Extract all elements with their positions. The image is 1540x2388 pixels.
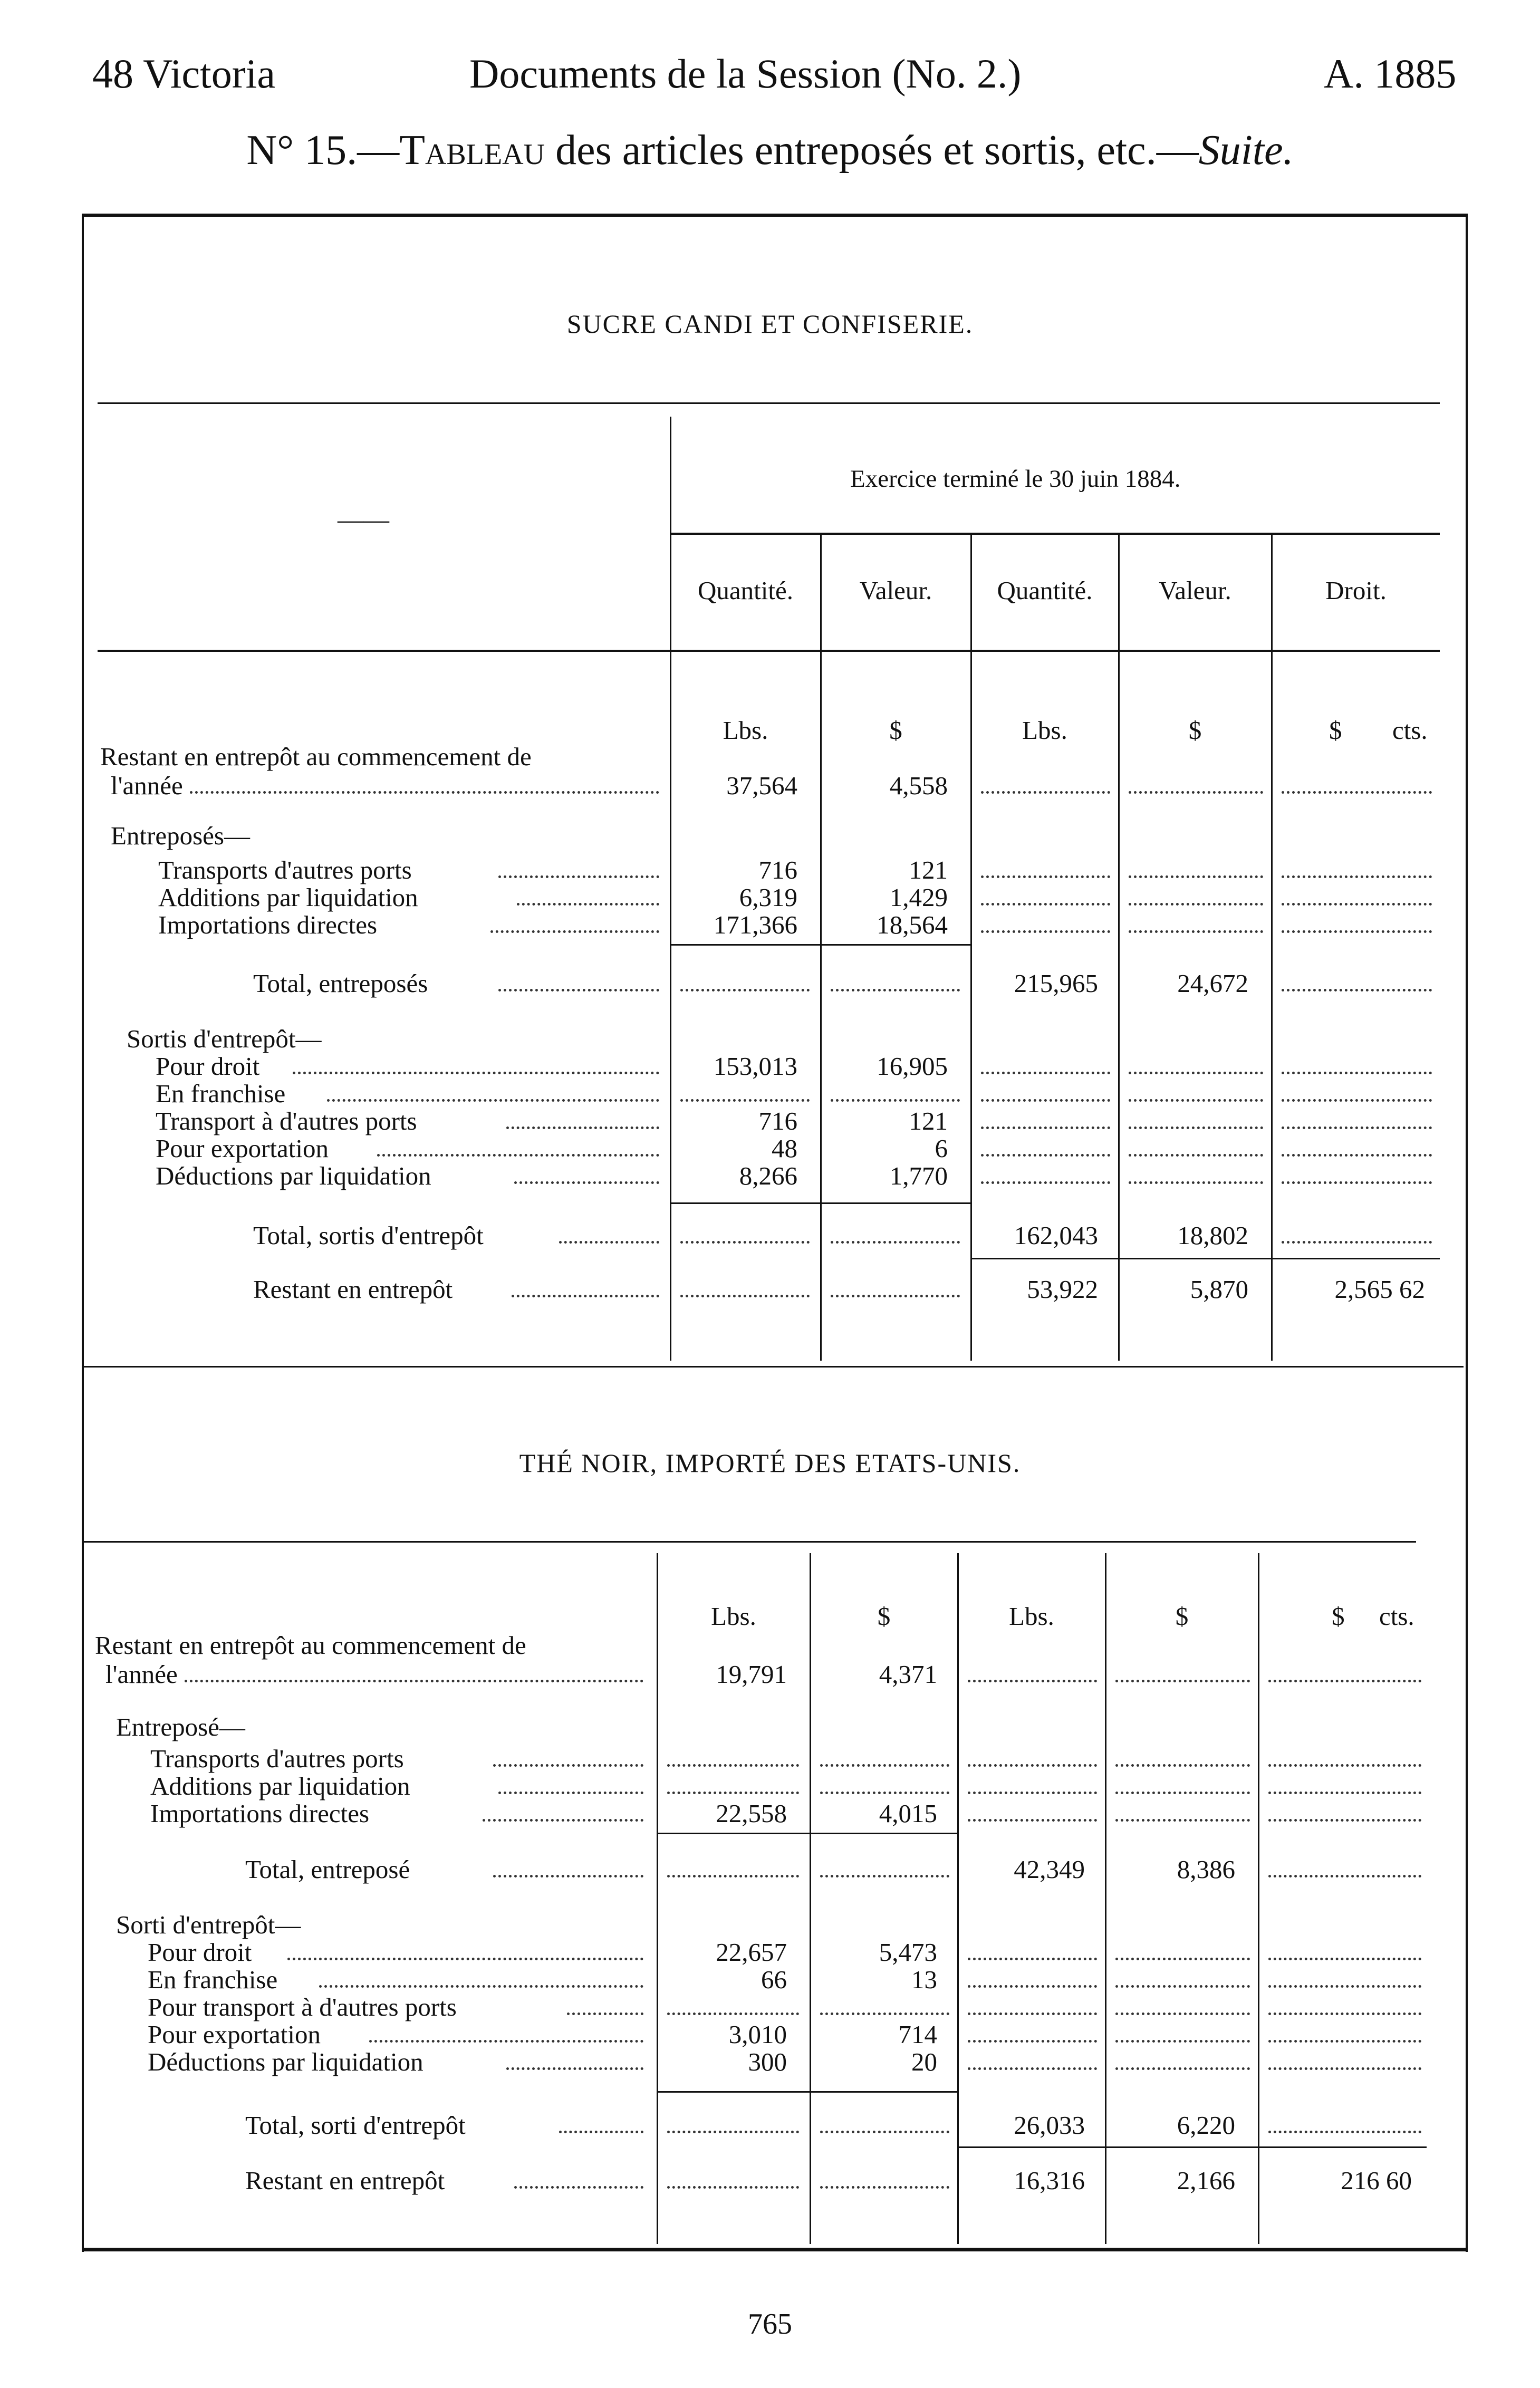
row-sorti-heading: Sorti d'entrepôt— — [116, 1910, 301, 1939]
leader-dots — [820, 1875, 949, 1877]
s1-total-entreposes-v: 24,672 — [1177, 969, 1248, 998]
leader-dots — [1129, 875, 1263, 878]
leader-dots — [1282, 989, 1432, 991]
leader-dots — [1129, 903, 1263, 906]
s1-total-sortis-q: 162,043 — [1014, 1221, 1098, 1250]
s1-exportation-q: 48 — [772, 1134, 797, 1163]
leader-dots — [1129, 1181, 1263, 1184]
leader-dots — [1268, 1875, 1421, 1877]
leader-dots — [1282, 1241, 1432, 1244]
row-restant-l1: Restant en entrepôt au commencement de — [100, 742, 532, 771]
s1-restant-fin-q: 53,922 — [1027, 1275, 1098, 1304]
header-left: 48 Victoria — [92, 51, 275, 97]
s2-restant-fin-q: 16,316 — [1014, 2166, 1085, 2195]
exercice-rule — [671, 533, 1440, 535]
leader-dots — [968, 1958, 1097, 1960]
row-importations: Importations directes — [158, 910, 378, 939]
leader-dots — [190, 791, 659, 794]
leader-dots — [820, 1792, 949, 1794]
subtotal-rule — [958, 2146, 1105, 2148]
row-sortis-heading: Sortis d'entrepôt— — [127, 1024, 322, 1053]
row-restant-fin: Restant en entrepôt — [253, 1275, 453, 1304]
leader-dots — [981, 791, 1110, 794]
leader-dots — [498, 875, 659, 878]
leader-dots — [831, 989, 960, 991]
s1-restant-fin-droit: 2,565 62 — [1334, 1275, 1425, 1304]
unit-dollar-3: $ — [1329, 716, 1342, 745]
subtotal-rule — [811, 1833, 957, 1834]
col-header-droit: Droit. — [1325, 576, 1387, 605]
leader-dots — [498, 1792, 643, 1794]
s2-deductions-q: 300 — [748, 2047, 787, 2076]
unit-cts: cts. — [1392, 716, 1428, 745]
unit-lbs-2: Lbs. — [1022, 716, 1067, 745]
s1-pour-droit-q: 153,013 — [713, 1052, 797, 1081]
subtotal-rule — [658, 1833, 810, 1834]
s1-additions-v: 1,429 — [889, 883, 948, 912]
s2-deductions-v: 20 — [911, 2047, 937, 2076]
leader-dots — [1268, 2067, 1421, 2070]
leader-dots — [1282, 1154, 1432, 1157]
row-deductions: Déductions par liquidation — [148, 2047, 424, 2076]
s1-transports-v: 121 — [909, 855, 948, 884]
leader-dots — [1115, 1819, 1250, 1822]
leader-dots — [1115, 1792, 1250, 1794]
leader-dots — [968, 1819, 1097, 1822]
frame-top-rule — [82, 214, 1466, 217]
row-exportation: Pour exportation — [148, 2020, 321, 2049]
leader-dots — [1115, 1958, 1250, 1960]
leader-dots — [820, 1764, 949, 1767]
col-header-valeur-1: Valeur. — [859, 576, 932, 605]
stub-dash: —— — [338, 505, 389, 534]
row-restant-fin: Restant en entrepôt — [245, 2166, 445, 2195]
subtotal-rule — [671, 1202, 820, 1204]
s2-exportation-q: 3,010 — [728, 2020, 787, 2049]
subtotal-rule — [811, 2091, 957, 2093]
leader-dots — [1129, 1154, 1263, 1157]
table-title — [0, 127, 1540, 175]
leader-dots — [514, 2186, 643, 2189]
leader-dots — [1129, 930, 1263, 933]
leader-dots — [680, 1295, 810, 1297]
leader-dots — [981, 1154, 1110, 1157]
leader-dots — [1282, 930, 1432, 933]
s1-deductions-q: 8,266 — [739, 1161, 797, 1190]
s1-deductions-v: 1,770 — [889, 1161, 948, 1190]
leader-dots — [1282, 791, 1432, 794]
unit-lbs-1: Lbs. — [711, 1602, 756, 1631]
row-franchise: En franchise — [156, 1079, 286, 1108]
leader-dots — [319, 1985, 643, 1988]
leader-dots — [981, 1072, 1110, 1074]
leader-dots — [1268, 2013, 1421, 2015]
unit-dollar-1: $ — [877, 1602, 891, 1631]
unit-dollar-2: $ — [1188, 716, 1202, 745]
s2-pour-droit-q: 22,657 — [716, 1938, 787, 1967]
leader-dots — [493, 1764, 643, 1767]
leader-dots — [559, 2131, 643, 2133]
leader-dots — [831, 1099, 960, 1102]
leader-dots — [1268, 1958, 1421, 1960]
s2-restant-q: 19,791 — [716, 1660, 787, 1689]
s1-additions-q: 6,319 — [739, 883, 797, 912]
row-transports: Transports d'autres ports — [150, 1744, 404, 1773]
header-center: Documents de la Session (No. 2.) — [469, 51, 1022, 97]
leader-dots — [981, 875, 1110, 878]
leader-dots — [1268, 1764, 1421, 1767]
header-right: A. 1885 — [1324, 51, 1457, 97]
subtotal-rule — [1106, 2146, 1258, 2148]
leader-dots — [1282, 1072, 1432, 1074]
leader-dots — [327, 1099, 659, 1102]
subtotal-rule — [671, 944, 820, 946]
s2-franchise-v: 13 — [911, 1965, 937, 1994]
leader-dots — [1268, 2131, 1421, 2133]
leader-dots — [1282, 875, 1432, 878]
col-divider-3 — [957, 1553, 959, 2244]
row-transport-autres: Transport à d'autres ports — [156, 1106, 417, 1135]
row-deductions: Déductions par liquidation — [156, 1161, 431, 1190]
title-suite: Suite. — [1198, 127, 1294, 174]
s1-transport-autres-v: 121 — [909, 1106, 948, 1135]
row-restant-l1: Restant en entrepôt au commencement de — [95, 1631, 526, 1660]
s1-restant-v: 4,558 — [889, 771, 948, 800]
leader-dots — [1268, 2040, 1421, 2043]
s1-restant-fin-v: 5,870 — [1190, 1275, 1248, 1304]
subtotal-rule — [658, 2091, 810, 2093]
title-dash: — — [357, 127, 400, 174]
leader-dots — [1282, 903, 1432, 906]
title-text: des articles entreposés et sortis, etc.— — [545, 127, 1199, 174]
leader-dots — [1268, 1985, 1421, 1988]
leader-dots — [968, 1680, 1097, 1682]
leader-dots — [1268, 1680, 1421, 1682]
leader-dots — [514, 1181, 659, 1184]
col-divider-1 — [657, 1553, 658, 2244]
leader-dots — [1115, 2040, 1250, 2043]
row-restant-l2: l'année — [105, 1660, 178, 1689]
section1-title-rule — [98, 402, 1440, 404]
leader-dots — [968, 2040, 1097, 2043]
col-header-valeur-2: Valeur. — [1159, 576, 1231, 605]
leader-dots — [498, 989, 659, 991]
leader-dots — [1115, 2067, 1250, 2070]
leader-dots — [981, 1181, 1110, 1184]
row-importations: Importations directes — [150, 1799, 370, 1828]
s2-total-entrepose-v: 8,386 — [1177, 1855, 1235, 1884]
s2-restant-fin-droit: 216 60 — [1341, 2166, 1412, 2195]
unit-lbs-1: Lbs. — [723, 716, 768, 745]
header-bottom-rule — [98, 650, 1440, 652]
row-transports: Transports d'autres ports — [158, 855, 412, 884]
subtotal-rule — [1272, 1258, 1440, 1259]
leader-dots — [377, 1154, 659, 1157]
row-entrepose-heading: Entreposé— — [116, 1712, 245, 1741]
leader-dots — [1115, 1680, 1250, 1682]
leader-dots — [981, 1099, 1110, 1102]
s1-exportation-v: 6 — [935, 1134, 948, 1163]
title-tableau: Tableau — [399, 127, 545, 174]
leader-dots — [968, 1792, 1097, 1794]
s1-importations-q: 171,366 — [713, 910, 797, 939]
leader-dots — [820, 2013, 949, 2015]
leader-dots — [567, 2013, 643, 2015]
leader-dots — [968, 2067, 1097, 2070]
row-exportation: Pour exportation — [156, 1134, 329, 1163]
leader-dots — [968, 2013, 1097, 2015]
subtotal-rule — [1259, 2146, 1427, 2148]
s2-pour-droit-v: 5,473 — [879, 1938, 937, 1967]
s1-transport-autres-q: 716 — [758, 1106, 797, 1135]
s2-total-entrepose-q: 42,349 — [1014, 1855, 1085, 1884]
col-header-quantite-2: Quantité. — [997, 576, 1093, 605]
row-total-entrepose: Total, entreposé — [245, 1855, 410, 1884]
subtotal-rule — [821, 944, 970, 946]
col-header-quantite-1: Quantité. — [698, 576, 793, 605]
leader-dots — [968, 1764, 1097, 1767]
subtotal-rule — [1119, 1258, 1271, 1259]
row-pour-droit: Pour droit — [148, 1938, 252, 1967]
leader-dots — [1129, 1099, 1263, 1102]
section2-title: THÉ NOIR, IMPORTÉ DES ETATS-UNIS. — [519, 1448, 1021, 1478]
exercice-header: Exercice terminé le 30 juin 1884. — [850, 465, 1181, 493]
s2-total-sorti-q: 26,033 — [1014, 2111, 1085, 2140]
leader-dots — [667, 1764, 799, 1767]
s2-importations-q: 22,558 — [716, 1799, 787, 1828]
leader-dots — [981, 903, 1110, 906]
leader-dots — [1115, 1985, 1250, 1988]
s2-total-sorti-v: 6,220 — [1177, 2111, 1235, 2140]
leader-dots — [680, 989, 810, 991]
col-divider-5 — [1258, 1553, 1259, 2244]
subtotal-rule — [821, 1202, 970, 1204]
frame-bottom-rule — [82, 2248, 1466, 2251]
unit-dollar-2: $ — [1175, 1602, 1189, 1631]
section2-title-rule — [82, 1541, 1416, 1543]
col-divider-2 — [810, 1553, 811, 2244]
s1-restant-q: 37,564 — [726, 771, 797, 800]
leader-dots — [369, 2040, 643, 2043]
leader-dots — [1268, 1819, 1421, 1822]
s1-transports-q: 716 — [758, 855, 797, 884]
leader-dots — [1282, 1181, 1432, 1184]
leader-dots — [1282, 1099, 1432, 1102]
leader-dots — [559, 1241, 659, 1244]
row-restant-l2: l'année — [111, 771, 183, 800]
leader-dots — [287, 1958, 643, 1960]
leader-dots — [667, 2186, 799, 2189]
leader-dots — [667, 1875, 799, 1877]
s2-restant-fin-v: 2,166 — [1177, 2166, 1235, 2195]
leader-dots — [490, 930, 659, 933]
leader-dots — [1129, 791, 1263, 794]
s2-importations-v: 4,015 — [879, 1799, 937, 1828]
s1-total-sortis-v: 18,802 — [1177, 1221, 1248, 1250]
leader-dots — [506, 1126, 659, 1129]
leader-dots — [831, 1295, 960, 1297]
col-divider-5 — [1271, 533, 1273, 1361]
leader-dots — [493, 1875, 643, 1877]
row-franchise: En franchise — [148, 1965, 278, 1994]
leader-dots — [667, 1792, 799, 1794]
s2-franchise-q: 66 — [761, 1965, 787, 1994]
leader-dots — [483, 1819, 643, 1822]
row-total-entreposes: Total, entreposés — [253, 969, 428, 998]
unit-cts: cts. — [1379, 1602, 1414, 1631]
leader-dots — [820, 2131, 949, 2133]
leader-dots — [981, 1126, 1110, 1129]
leader-dots — [1129, 1072, 1263, 1074]
leader-dots — [667, 2131, 799, 2133]
row-entreposes-heading: Entreposés— — [111, 821, 250, 850]
row-additions: Additions par liquidation — [150, 1771, 410, 1800]
s1-importations-v: 18,564 — [877, 910, 948, 939]
leader-dots — [517, 903, 659, 906]
unit-dollar-1: $ — [889, 716, 902, 745]
unit-lbs-2: Lbs. — [1009, 1602, 1054, 1631]
leader-dots — [1115, 1764, 1250, 1767]
unit-dollar-3: $ — [1332, 1602, 1345, 1631]
leader-dots — [506, 2067, 643, 2070]
leader-dots — [512, 1295, 659, 1297]
leader-dots — [293, 1072, 659, 1074]
s1-pour-droit-v: 16,905 — [877, 1052, 948, 1081]
leader-dots — [1115, 2013, 1250, 2015]
row-total-sortis: Total, sortis d'entrepôt — [253, 1221, 484, 1250]
leader-dots — [1129, 1126, 1263, 1129]
leader-dots — [981, 930, 1110, 933]
table-number: N° 15. — [246, 127, 358, 174]
row-total-sorti: Total, sorti d'entrepôt — [245, 2111, 466, 2140]
leader-dots — [968, 1985, 1097, 1988]
col-divider-2 — [820, 533, 822, 1361]
leader-dots — [831, 1241, 960, 1244]
s1-total-entreposes-q: 215,965 — [1014, 969, 1098, 998]
col-divider-4 — [1105, 1553, 1106, 2244]
leader-dots — [1268, 1792, 1421, 1794]
page-number: 765 — [748, 2308, 792, 2341]
row-transport-autres: Pour transport à d'autres ports — [148, 1992, 457, 2021]
section1-title: SUCRE CANDI ET CONFISERIE. — [566, 309, 974, 339]
leader-dots — [185, 1680, 643, 1682]
leader-dots — [667, 2013, 799, 2015]
leader-dots — [680, 1099, 810, 1102]
leader-dots — [1282, 1126, 1432, 1129]
section-divider — [82, 1366, 1464, 1368]
s2-restant-v: 4,371 — [879, 1660, 937, 1689]
row-pour-droit: Pour droit — [156, 1052, 260, 1081]
s2-exportation-v: 714 — [898, 2020, 937, 2049]
subtotal-rule — [971, 1258, 1118, 1259]
row-additions: Additions par liquidation — [158, 883, 418, 912]
leader-dots — [680, 1241, 810, 1244]
leader-dots — [820, 2186, 949, 2189]
